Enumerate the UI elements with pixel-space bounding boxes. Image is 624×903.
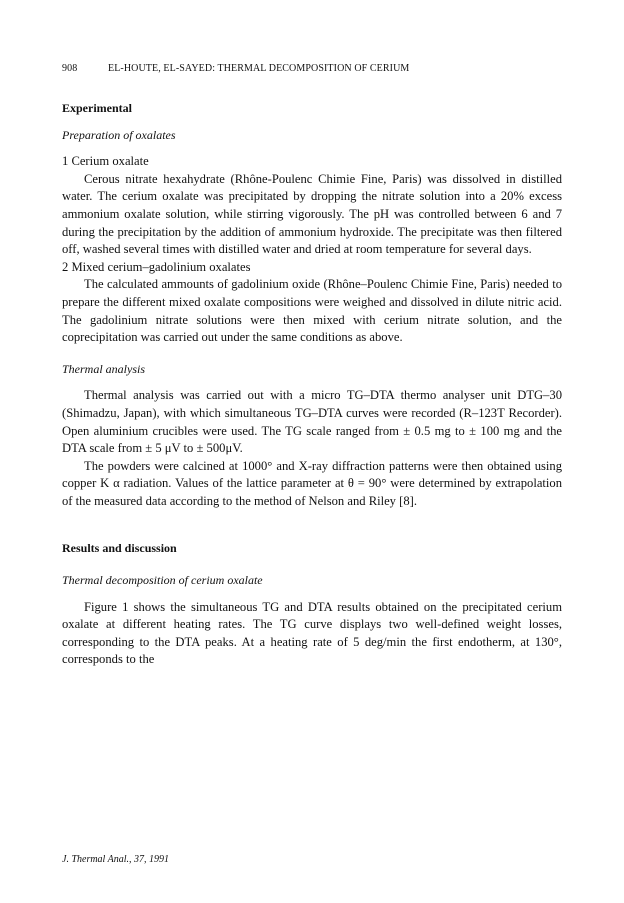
running-title: EL-HOUTE, EL-SAYED: THERMAL DECOMPOSITION OF CERIUM	[108, 63, 410, 74]
running-header	[62, 63, 562, 74]
page-number: 908	[62, 63, 78, 74]
paragraph-results: Figure 1 shows the simultaneous TG and DTA results obtained on the precipitated cerium oxalate at different heating rates. The TG curve displays two well-defined weight losses, corresponding to the DTA peaks. At a heating rate of 5 deg/min the first endotherm, at 130°, corresponds to the	[62, 599, 562, 667]
item-heading-cerium-oxalate: 1 Cerium oxalate	[62, 154, 149, 169]
subheading-thermal-decomposition: Thermal decomposition of cerium oxalate	[62, 573, 263, 588]
item-heading-mixed-oxalates: 2 Mixed cerium–gadolinium oxalates	[62, 259, 251, 274]
paragraph-cerium-oxalate: Cerous nitrate hexahydrate (Rhône-Poulenc Chimie Fine, Paris) was dissolved in distilled water. The cerium oxalate was precipitated by dropping the nitrate solution into a 20% excess ammonium oxalate solution, while stirring vigorously. The pH was controlled between 6 and 7 during the precipitation by the addition of ammonium hydroxide. The precipitate was then filtered off, washed several times with distilled water and dried at room temperature for several days.	[62, 171, 562, 257]
paragraph-mixed-oxalates: The calculated ammounts of gadolinium oxide (Rhône–Poulenc Chimie Fine, Paris) needed to prepare the different mixed oxalate compositions were weighed and dissolved in dilute nitric acid. The gadolinium nitrate solutions were then mixed with cerium nitrate solution, and the coprecipitation was carried out under the same conditions as above.	[62, 277, 562, 345]
section-heading-experimental: Experimental	[62, 101, 132, 115]
paragraph-xray: The powders were calcined at 1000° and X-ray diffraction patterns were then obtained using copper K α radiation. Values of the lattice parameter at θ = 90° were determined by extrapolation of the measured data according to the method of Nelson and Riley [8].	[62, 458, 562, 508]
subheading-preparation: Preparation of oxalates	[62, 127, 176, 142]
article-body	[62, 100, 562, 669]
journal-footer: J. Thermal Anal., 37, 1991	[62, 854, 170, 865]
section-heading-results: Results and discussion	[62, 541, 177, 556]
paragraph-thermal-analysis: Thermal analysis was carried out with a micro TG–DTA thermo analyser unit DTG–30 (Shimadzu, Japan), with which simultaneous TG–DTA curves were recorded (R–123T Recorder). Open aluminium crucibles were used. The TG scale ranged from ± 0.5 mg to ± 100 mg and the DTA scale from ± 5 μV to ± 500μV.	[62, 388, 562, 456]
subheading-thermal-analysis: Thermal analysis	[62, 361, 146, 376]
